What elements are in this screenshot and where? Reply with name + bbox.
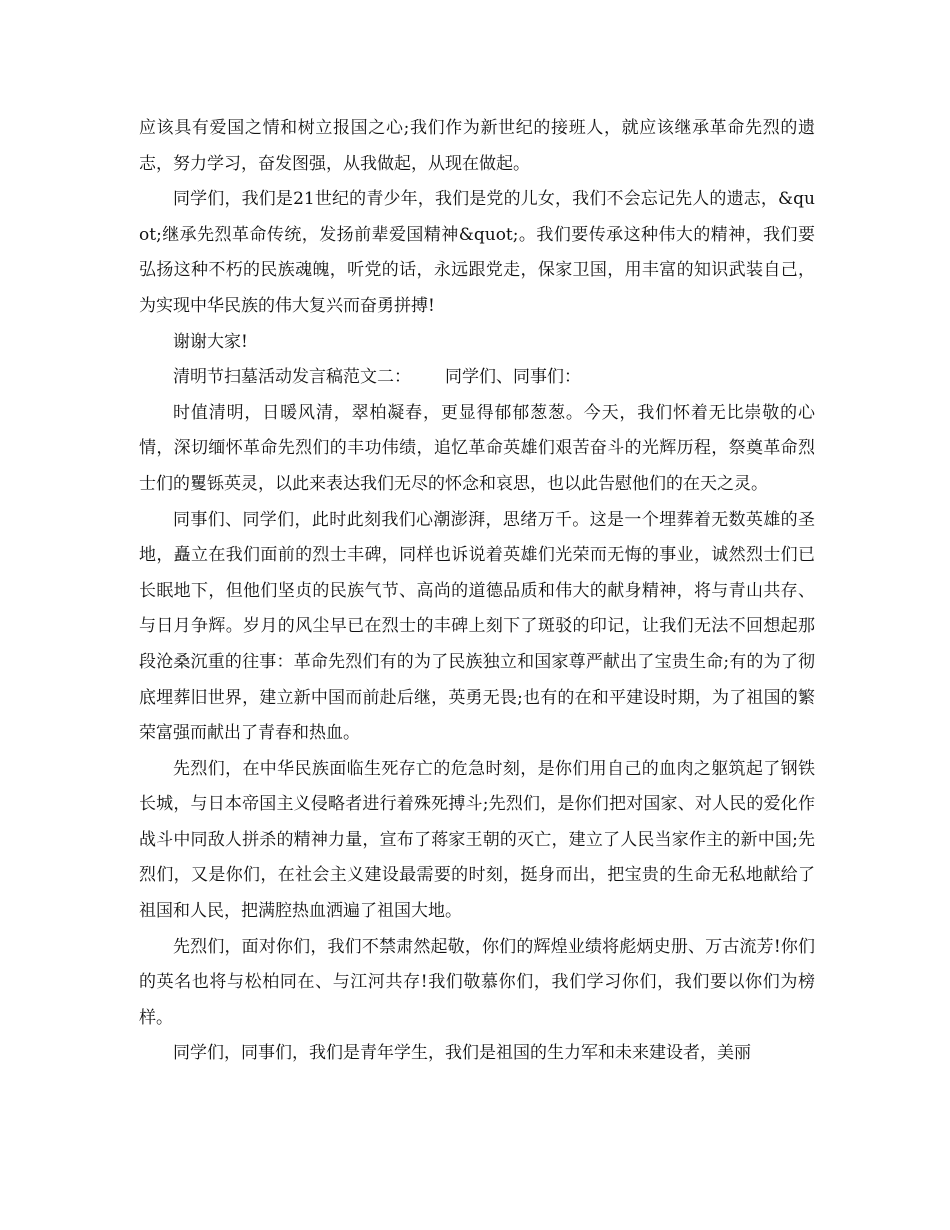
heading-line [139,360,815,396]
paragraph-6: 先烈们，在中华民族面临生死存亡的危急时刻，是你们用自己的血肉之躯筑起了钢铁长城，与日本帝国主义侵略者进行着殊死搏斗;先烈们，是你们把对国家、对人民的爱化作战斗中同敌人拼杀的精神力量，宣布了蒋家王朝的灭亡，建立了人民当家作主的新中国;先烈们，又是你们，在社会主义建设最需要的时刻，挺身而出，把宝贵的生命无私地献给了祖国和人民，把满腔热血洒遍了祖国大地。 [139,758,815,922]
paragraph-2: 同学们，我们是21世纪的青少年，我们是党的儿女，我们不会忘记先人的遗志，&quot;继承先烈革命传统，发扬前辈爱国精神&quot;。我们要传承这种伟大的精神，我们要弘扬这种不朽的民族魂魄，听党的话，永远跟党走，保家卫国，用丰富的知识武装自己，为实现中华民族的伟大复兴而奋勇拼搏! [139,189,815,316]
paragraph-8: 同学们，同事们，我们是青年学生，我们是祖国的生力军和未来建设者，美丽 [173,1043,751,1064]
paragraph-3: 谢谢大家! [173,331,248,352]
document-body [139,111,815,1072]
salutation: 同学们、同事们： [445,367,581,388]
paragraph-1: 应该具有爱国之情和树立报国之心;我们作为新世纪的接班人，就应该继承革命先烈的遗志，努力学习，奋发图强，从我做起，从现在做起。 [139,118,815,174]
paragraph-5: 同事们、同学们，此时此刻我们心潮澎湃，思绪万千。这是一个埋葬着无数英雄的圣地，矗立在我们面前的烈士丰碑，同样也诉说着英雄们光荣而无悔的事业，诚然烈士们已长眠地下，但他们坚贞的民族气节、高尚的道德品质和伟大的献身精神，将与青山共存、与日月争辉。岁月的风尘早已在烈士的丰碑上刻下了斑驳的印记，让我们无法不回想起那段沧桑沉重的往事：革命先烈们有的为了民族独立和国家尊严献出了宝贵生命;有的为了彻底埋葬旧世界，建立新中国而前赴后继，英勇无畏;也有的在和平建设时期，为了祖国的繁荣富强而献出了青春和热血。 [139,509,815,744]
section-title: 清明节扫墓活动发言稿范文二： [173,367,411,388]
paragraph-7: 先烈们，面对你们，我们不禁肃然起敬，你们的辉煌业绩将彪炳史册、万古流芳!你们的英名也将与松柏同在、与江河共存!我们敬慕你们，我们学习你们，我们要以你们为榜样。 [139,936,815,1028]
paragraph-4: 时值清明，日暖风清，翠柏凝春，更显得郁郁葱葱。今天，我们怀着无比崇敬的心情，深切缅怀革命先烈们的丰功伟绩，追忆革命英雄们艰苦奋斗的光辉历程，祭奠革命烈士们的矍铄英灵，以此来表达我们无尽的怀念和哀思，也以此告慰他们的在天之灵。 [139,402,815,494]
